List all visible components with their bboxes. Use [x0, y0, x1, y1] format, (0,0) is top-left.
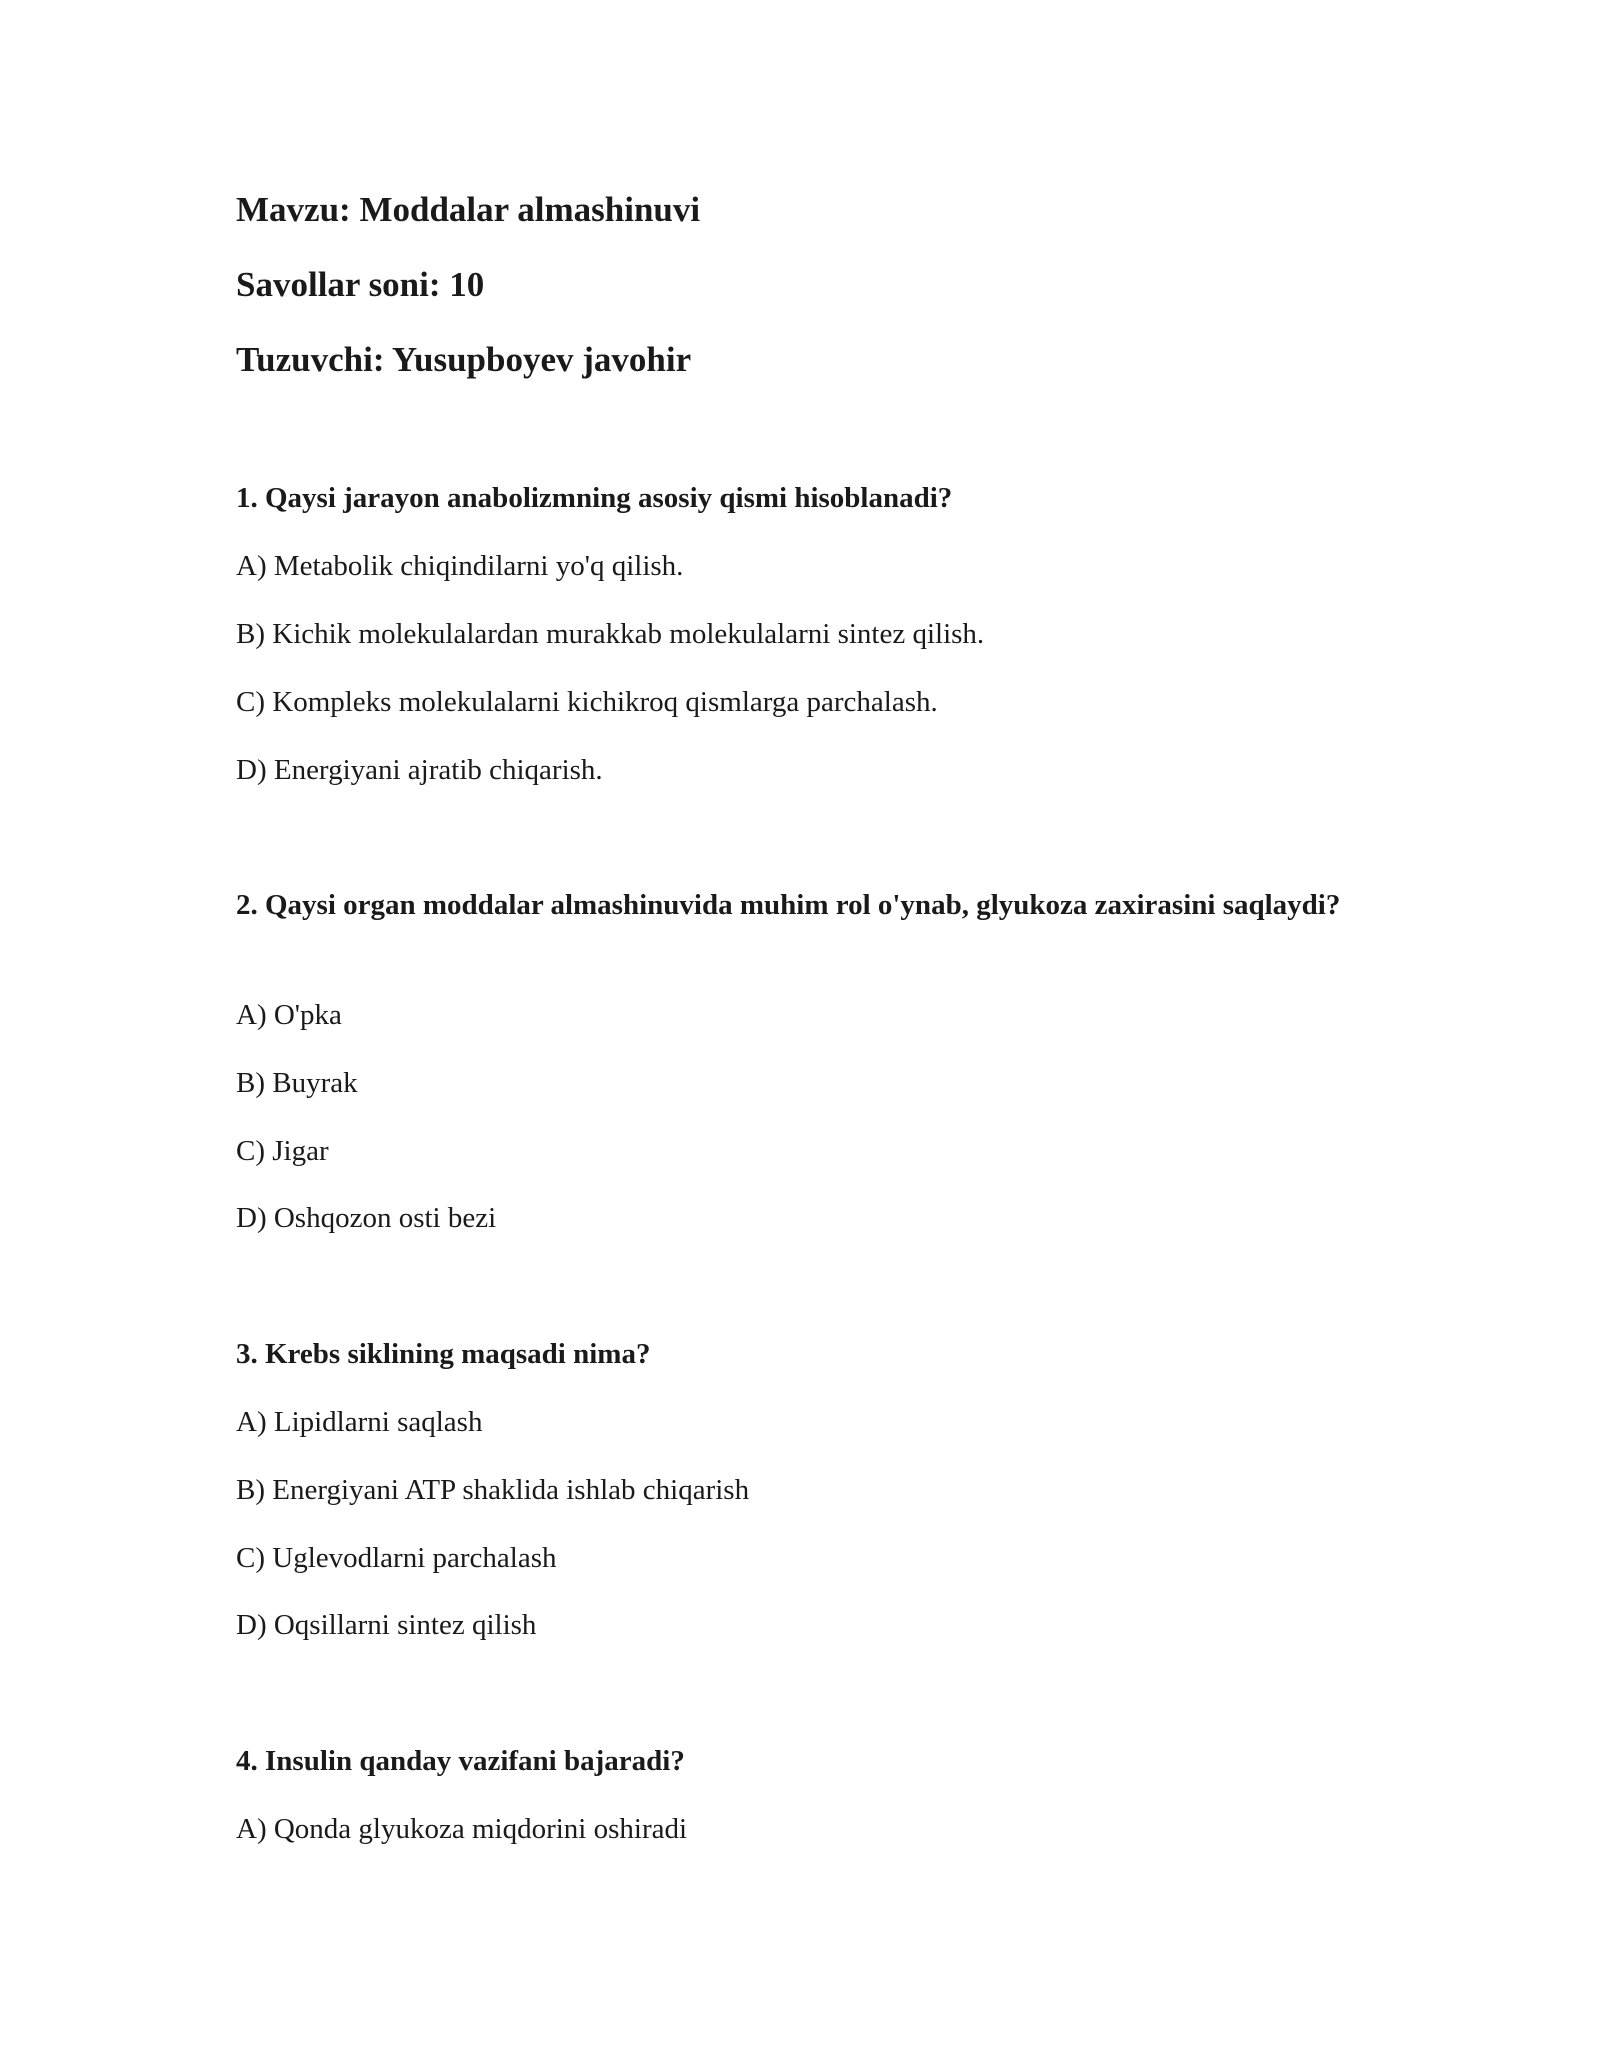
- question-1-option-d: D) Energiyani ajratib chiqarish.: [236, 754, 603, 786]
- question-1-option-a: A) Metabolik chiqindilarni yo'q qilish.: [236, 550, 684, 582]
- question-4: 4. Insulin qanday vazifani bajaradi?: [236, 1745, 685, 1777]
- question-2-option-c: C) Jigar: [236, 1135, 329, 1167]
- question-3-option-d: D) Oqsillarni sintez qilish: [236, 1609, 537, 1641]
- question-count: Savollar soni: 10: [236, 265, 485, 304]
- question-3-option-b: B) Energiyani ATP shaklida ishlab chiqarish: [236, 1474, 750, 1506]
- question-2-option-d: D) Oshqozon osti bezi: [236, 1202, 497, 1234]
- question-3-option-a: A) Lipidlarni saqlash: [236, 1406, 483, 1438]
- question-2: 2. Qaysi organ moddalar almashinuvida muhim rol o'ynab, glyukoza zaxirasini saqlaydi?: [236, 889, 1341, 921]
- question-1-option-b: B) Kichik molekulalardan murakkab molekulalarni sintez qilish.: [236, 618, 985, 650]
- question-3: 3. Krebs siklining maqsadi nima?: [236, 1338, 651, 1370]
- question-1: 1. Qaysi jarayon anabolizmning asosiy qismi hisoblanadi?: [236, 482, 953, 514]
- question-3-option-c: C) Uglevodlarni parchalash: [236, 1542, 557, 1574]
- question-2-option-b: B) Buyrak: [236, 1067, 358, 1099]
- question-1-option-c: C) Kompleks molekulalarni kichikroq qismlarga parchalash.: [236, 686, 938, 718]
- question-2-option-a: A) O'pka: [236, 999, 342, 1031]
- question-4-option-a: A) Qonda glyukoza miqdorini oshiradi: [236, 1813, 688, 1845]
- topic-title: Mavzu: Moddalar almashinuvi: [236, 190, 701, 229]
- author-line: Tuzuvchi: Yusupboyev javohir: [236, 340, 692, 379]
